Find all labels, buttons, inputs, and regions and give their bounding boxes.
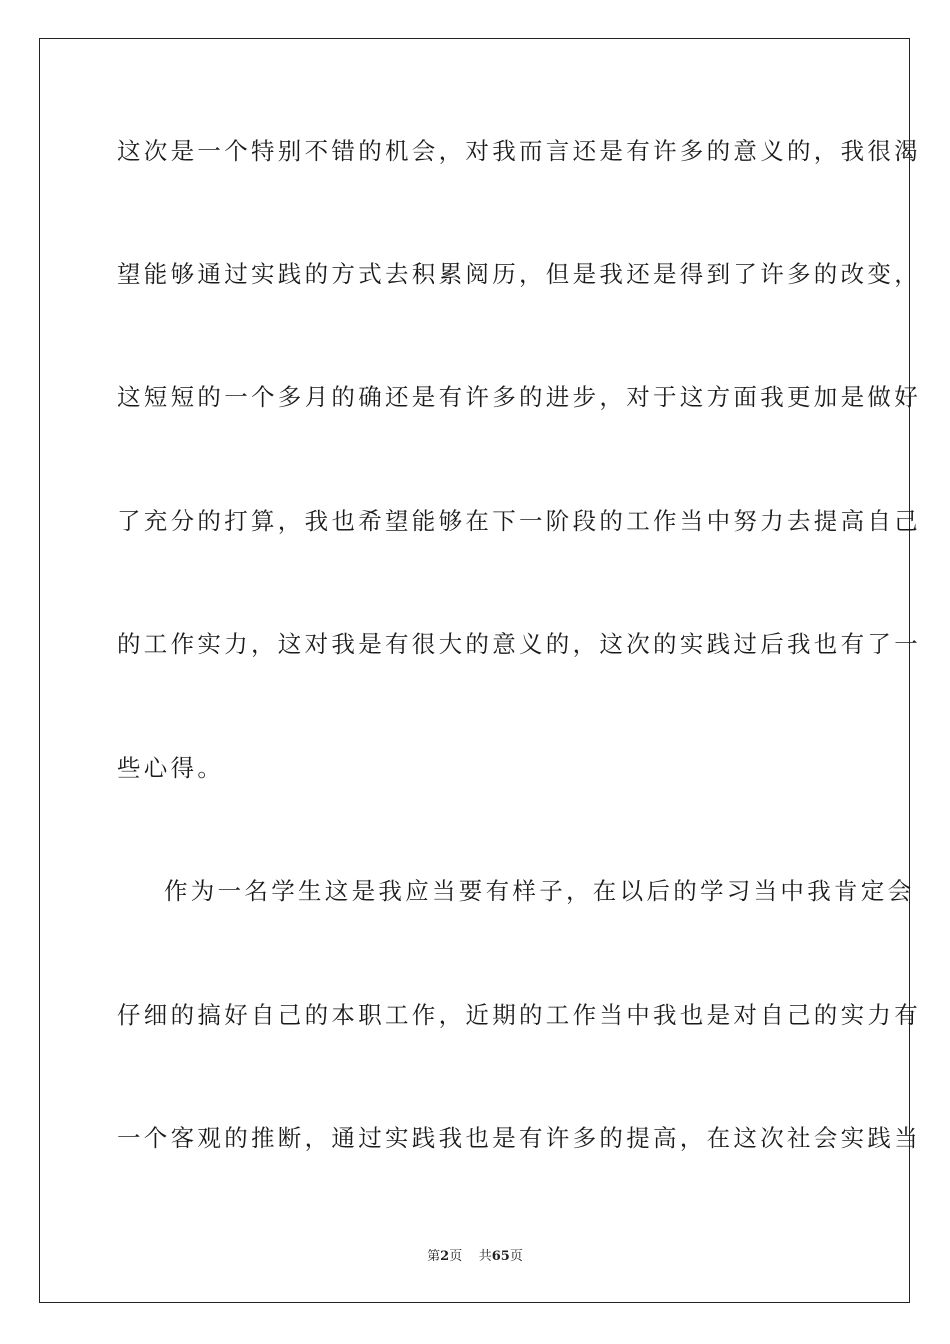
page-number: 2 (440, 1249, 450, 1264)
total-pages: 65 (491, 1249, 510, 1264)
paragraph-line: 仔细的搞好自己的本职工作，近期的工作当中我也是对自己的实力有 (117, 1001, 921, 1029)
paragraph-line: 这短短的一个多月的确还是有许多的进步，对于这方面我更加是做好 (117, 383, 921, 411)
page-suffix: 页 (449, 1249, 463, 1264)
paragraph-line: 望能够通过实践的方式去积累阅历，但是我还是得到了许多的改变， (117, 260, 921, 288)
paragraph-line: 的工作实力，这对我是有很大的意义的，这次的实践过后我也有了一 (117, 630, 921, 658)
page-border (39, 38, 921, 1303)
page-prefix: 第 (427, 1249, 441, 1264)
paragraph-line: 些心得。 (117, 754, 225, 782)
total-suffix: 页 (509, 1249, 523, 1264)
paragraph-line: 这次是一个特别不错的机会，对我而言还是有许多的意义的，我很渴 (117, 137, 921, 165)
paragraph-line: 作为一名学生这是我应当要有样子，在以后的学习当中我肯定会 (164, 877, 915, 905)
paragraph-line: 了充分的打算，我也希望能够在下一阶段的工作当中努力去提高自己 (117, 507, 921, 535)
page-footer (0, 1248, 950, 1266)
total-prefix: 共 (478, 1249, 492, 1264)
paragraph-line: 一个客观的推断，通过实践我也是有许多的提高，在这次社会实践当 (117, 1124, 921, 1152)
